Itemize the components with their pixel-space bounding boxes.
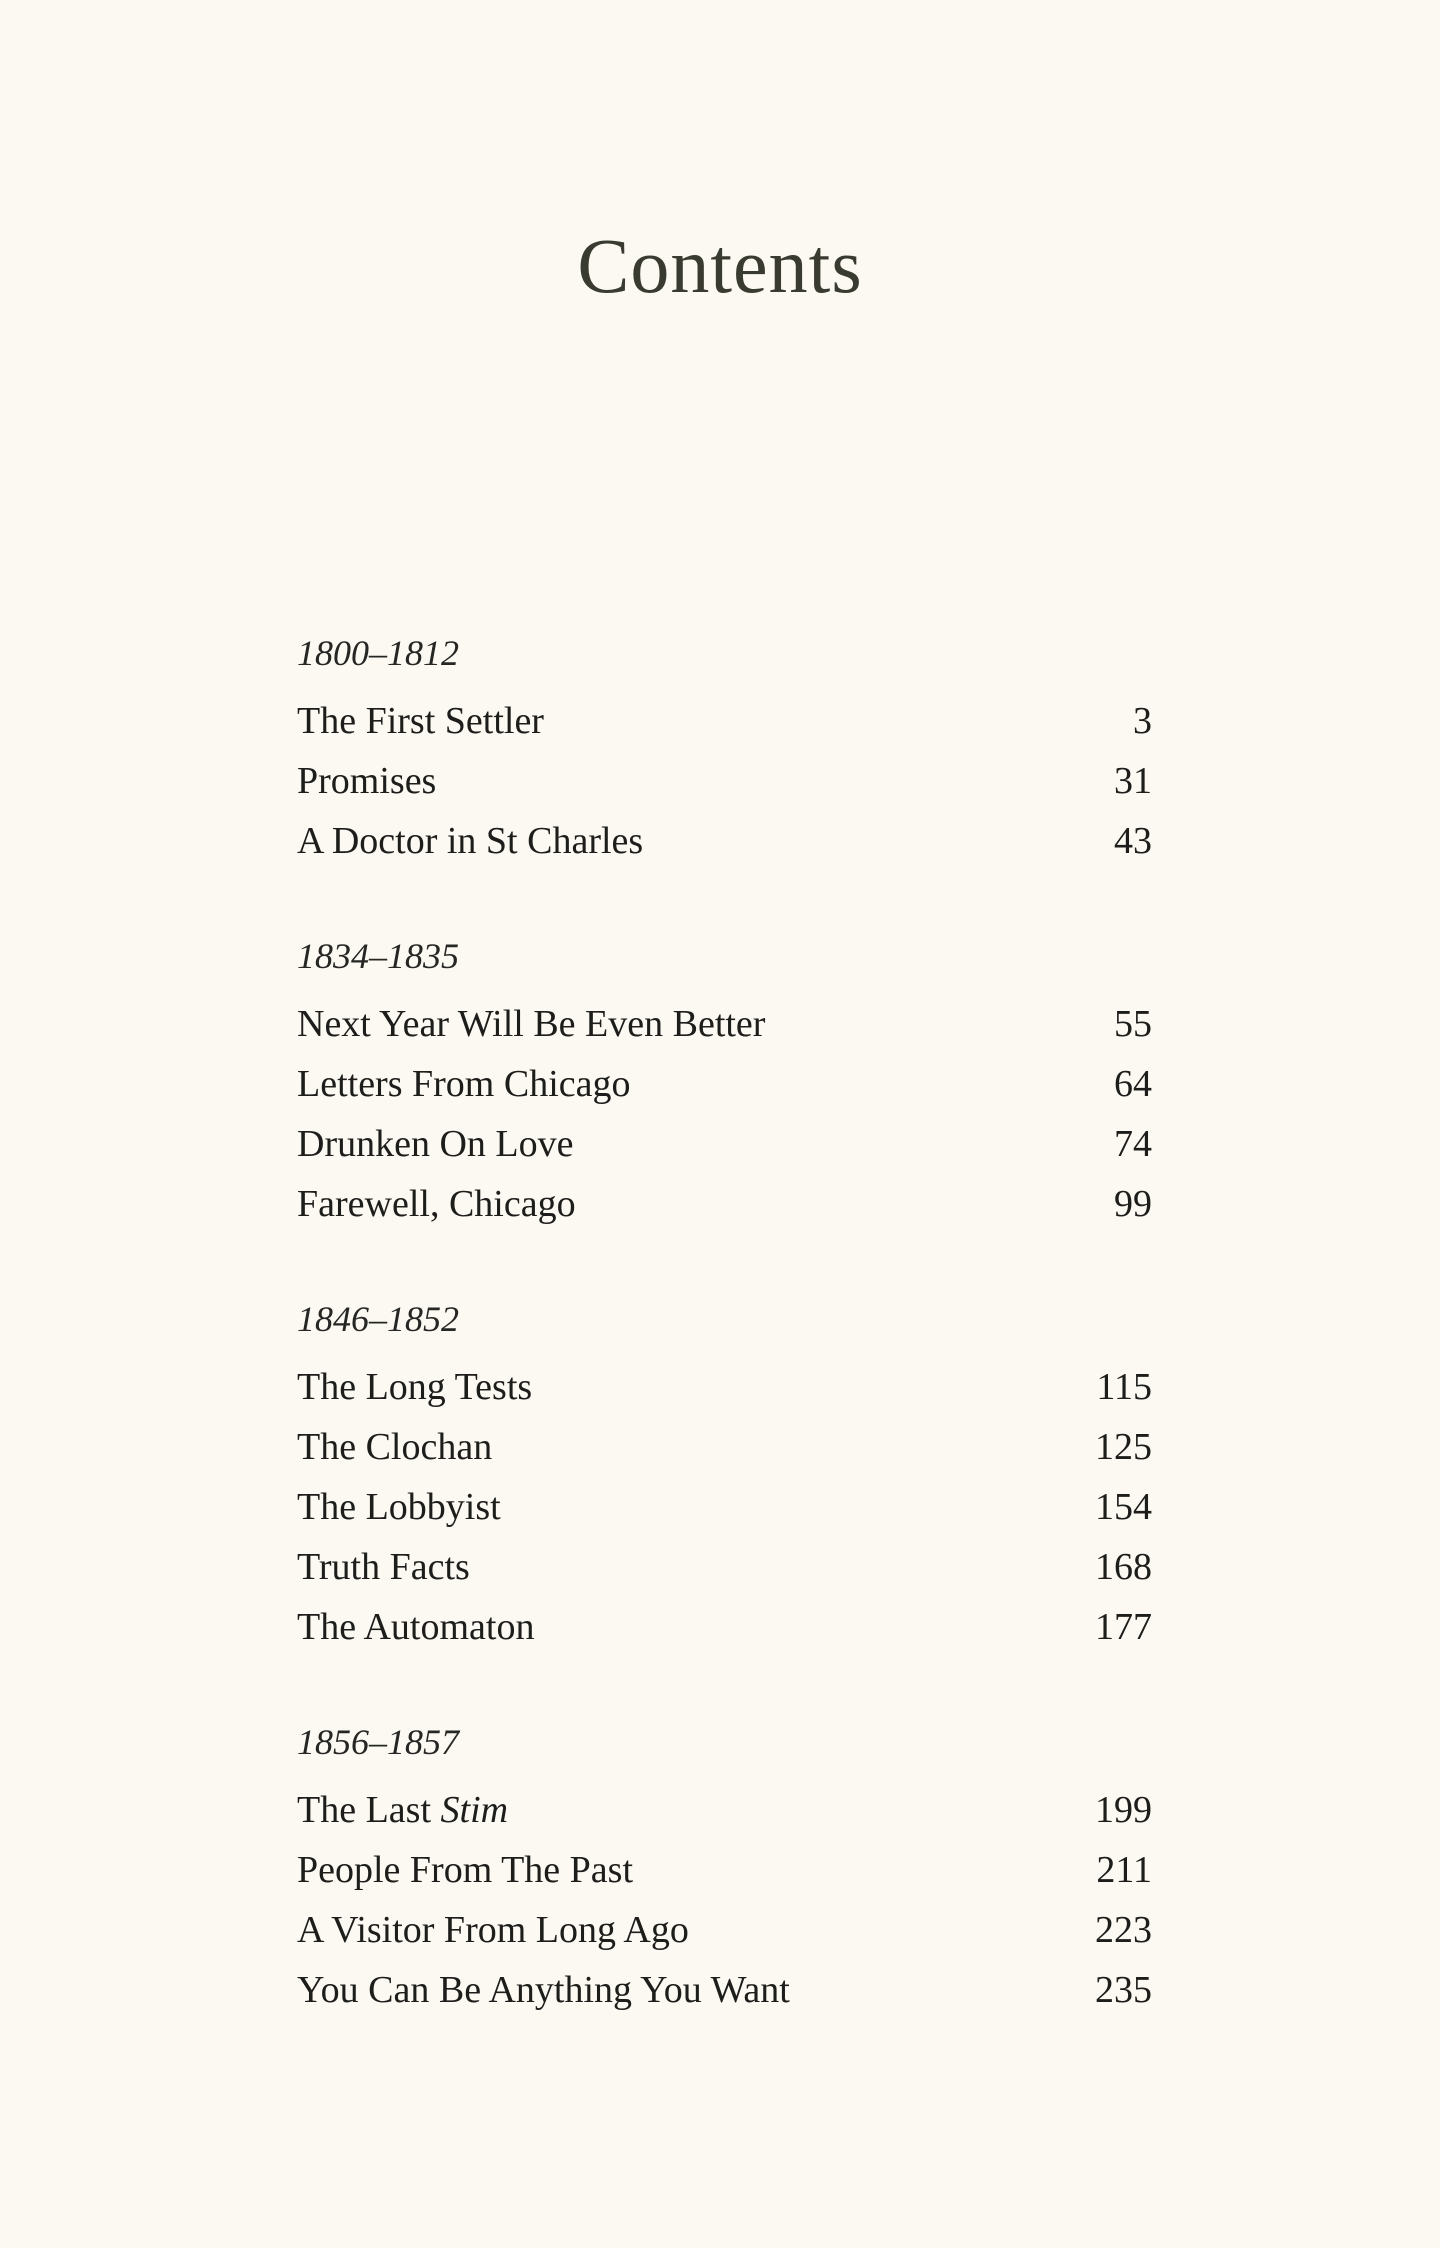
- toc-entry: [297, 1960, 1152, 2020]
- entry-title: The Long Tests: [297, 1366, 533, 1408]
- entry-page-number: 55: [1114, 1003, 1152, 1045]
- entry-title-italic: Stim: [440, 1789, 509, 1831]
- toc-section-1846-1852: [297, 1293, 1152, 1657]
- entry-title-text: The Last: [297, 1789, 441, 1831]
- toc-entry: [297, 1780, 1152, 1840]
- toc-entry: [297, 751, 1152, 811]
- entry-page-number: 3: [1133, 700, 1152, 742]
- toc-entry: [297, 1174, 1152, 1234]
- entry-page-number: 211: [1096, 1849, 1152, 1891]
- entry-title: Farewell, Chicago: [297, 1183, 576, 1225]
- entry-title: You Can Be Anything You Want: [297, 1969, 790, 2011]
- entry-title: Truth Facts: [297, 1546, 470, 1588]
- entry-title: A Visitor From Long Ago: [297, 1909, 689, 1951]
- page-title: Contents: [577, 222, 863, 310]
- section-heading: 1800–1812: [297, 633, 459, 673]
- toc-entry: [297, 1357, 1152, 1417]
- section-heading: 1846–1852: [297, 1299, 459, 1339]
- entry-page-number: 235: [1095, 1969, 1152, 2011]
- entry-page-number: 168: [1095, 1546, 1152, 1588]
- entry-page-number: 99: [1114, 1183, 1152, 1225]
- toc-section-1856-1857: [297, 1716, 1152, 2020]
- entry-title: The Clochan: [297, 1426, 493, 1468]
- toc-section-1834-1835: [297, 930, 1152, 1234]
- entry-page-number: 64: [1114, 1063, 1152, 1105]
- section-heading: 1856–1857: [297, 1722, 459, 1762]
- toc-section-1800-1812: [297, 627, 1152, 871]
- entry-title: Drunken On Love: [297, 1123, 574, 1165]
- entry-title: Next Year Will Be Even Better: [297, 1003, 766, 1045]
- toc-entry: [297, 811, 1152, 871]
- toc-entry: [297, 1417, 1152, 1477]
- entry-page-number: 115: [1096, 1366, 1152, 1408]
- entry-title: Letters From Chicago: [297, 1063, 631, 1105]
- entry-title: Promises: [297, 760, 437, 802]
- entry-page-number: 74: [1114, 1123, 1152, 1165]
- entry-page-number: 125: [1095, 1426, 1152, 1468]
- toc-entry: [297, 1477, 1152, 1537]
- entry-page-number: 223: [1095, 1909, 1152, 1951]
- table-of-contents: [297, 627, 1152, 2079]
- entry-title: People From The Past: [297, 1849, 634, 1891]
- toc-entry: [297, 1537, 1152, 1597]
- entry-page-number: 177: [1095, 1606, 1152, 1648]
- section-heading: 1834–1835: [297, 936, 459, 976]
- toc-entry: [297, 1597, 1152, 1657]
- toc-entry: [297, 691, 1152, 751]
- toc-entry: [297, 1900, 1152, 1960]
- entry-title: The Lobbyist: [297, 1486, 501, 1528]
- toc-entry: [297, 994, 1152, 1054]
- entry-page-number: 31: [1114, 760, 1152, 802]
- entry-title: The First Settler: [297, 700, 544, 742]
- entry-title: [297, 1780, 508, 1840]
- entry-page-number: 199: [1095, 1789, 1152, 1831]
- toc-entry: [297, 1840, 1152, 1900]
- entry-title: A Doctor in St Charles: [297, 820, 644, 862]
- entry-title: The Automaton: [297, 1606, 535, 1648]
- entry-page-number: 43: [1114, 820, 1152, 862]
- entry-page-number: 154: [1095, 1486, 1152, 1528]
- toc-entry: [297, 1114, 1152, 1174]
- toc-entry: [297, 1054, 1152, 1114]
